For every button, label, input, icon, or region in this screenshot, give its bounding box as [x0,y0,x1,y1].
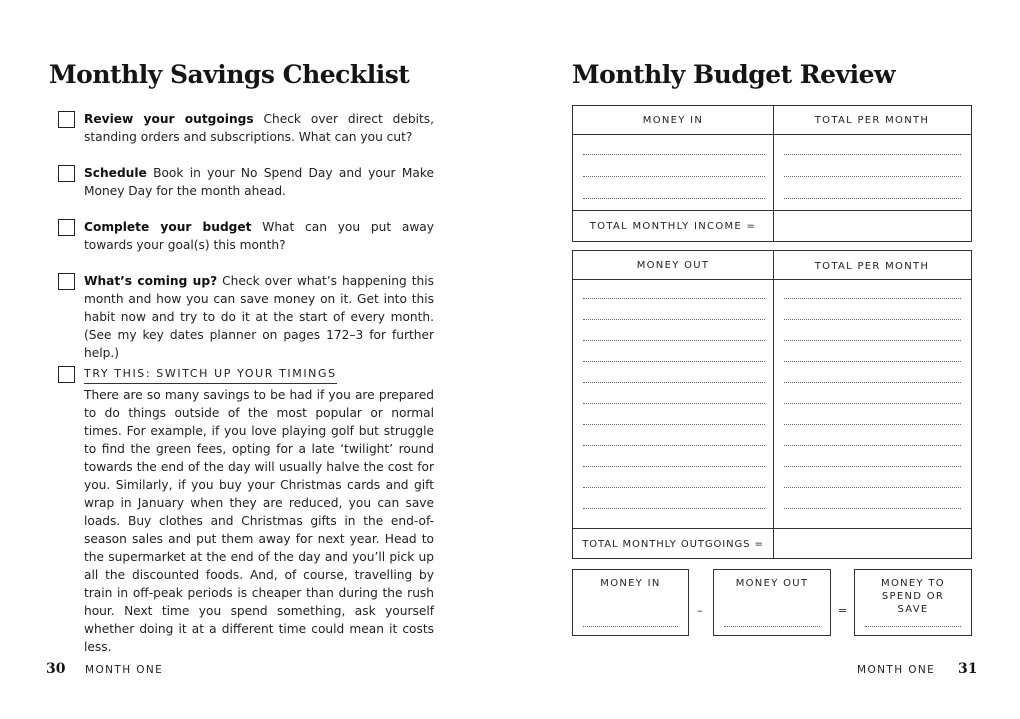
checkbox[interactable] [58,366,75,383]
entry-line[interactable] [583,361,765,362]
entry-line[interactable] [784,319,961,320]
entry-line[interactable] [583,198,765,199]
entry-line[interactable] [784,154,961,155]
summary-money-out-box [713,569,831,636]
checkbox[interactable] [58,219,75,236]
item-heading: What’s coming up? [84,274,218,288]
checklist-item [58,164,434,200]
checkbox[interactable] [58,273,75,290]
page-number: 30 [46,661,66,677]
checklist-item [58,110,434,146]
summary-spend-save-label: MONEY TO SPEND OR SAVE [881,578,945,615]
entry-line[interactable] [583,445,765,446]
running-head: MONTH ONE [857,664,936,676]
checklist-item [58,272,434,362]
checklist-title: Monthly Savings Checklist [49,60,410,89]
try-this-body: There are so many savings to be had if you are prepared to do things outside of the most popular or normal times. For example, if you love playing golf but struggle to find the green fees, opting for a late ‘twilight’ round towards the end of the day will usually halve the cost for you. Similarly, if you buy your Christmas cards and gift wrap in January when they are reduced, you can save loads. Buy clothes and Christmas gifts in the end-of-season sales and put them away for next year. Head to the supermarket at the end of the day and you’ll pick up all the discounted foods. And, of course, travelling by train in off-peak periods is cheaper than during the rush hour. Next time you spend something, ask yourself whether doing it at a different time could mean it costs less. [84,388,434,654]
checkbox[interactable] [58,111,75,128]
equals-sign: = [838,604,848,617]
item-text: Check over direct debits, standing orders and subscriptions. What can you cut? [84,112,434,144]
money-in-header: MONEY IN [642,115,704,126]
minus-sign: – [697,604,703,617]
income-table [572,105,972,242]
item-heading: Schedule [84,166,147,180]
item-heading: Review your outgoings [84,112,254,126]
total-per-month-header: TOTAL PER MONTH [814,115,930,126]
entry-line[interactable] [784,424,961,425]
summary-money-out-label: MONEY OUT [735,578,809,589]
entry-line[interactable] [784,403,961,404]
entry-line[interactable] [784,176,961,177]
entry-line[interactable] [784,361,961,362]
entry-line[interactable] [784,382,961,383]
total-per-month-header: TOTAL PER MONTH [814,261,930,272]
summary-money-in-box [572,569,689,636]
entry-line[interactable] [583,319,765,320]
summary-money-in-label: MONEY IN [600,578,661,589]
money-out-header: MONEY OUT [636,260,710,271]
page-number: 31 [958,661,978,677]
checkbox[interactable] [58,165,75,182]
entry-line[interactable] [724,626,820,627]
entry-line[interactable] [583,466,765,467]
entry-line[interactable] [583,424,765,425]
entry-line[interactable] [583,403,765,404]
entry-line[interactable] [583,176,765,177]
try-this-item [58,362,434,656]
outgoings-table [572,250,972,559]
entry-line[interactable] [583,626,678,627]
entry-line[interactable] [784,298,961,299]
budget-review-title: Monthly Budget Review [572,60,896,89]
entry-line[interactable] [784,445,961,446]
entry-line[interactable] [583,508,765,509]
entry-line[interactable] [583,154,765,155]
entry-line[interactable] [784,466,961,467]
entry-line[interactable] [865,626,961,627]
entry-line[interactable] [784,508,961,509]
entry-line[interactable] [583,298,765,299]
entry-line[interactable] [583,487,765,488]
entry-line[interactable] [784,198,961,199]
item-text: Book in your No Spend Day and your Make Money Day for the month ahead. [84,166,434,198]
running-head: MONTH ONE [85,664,164,676]
item-text: What can you put away towards your goal(s) this month? [84,220,434,252]
total-outgoings-label: TOTAL MONTHLY OUTGOINGS = [582,539,764,550]
item-text: Check over what’s happening this month and how you can save money on it. Get into this habit now and try to do it at the start of every month. (See my key dates planner on pages 172–3 for further help.) [84,274,434,360]
checklist-item [58,218,434,254]
summary-spend-save-box [854,569,972,636]
entry-line[interactable] [784,340,961,341]
total-income-label: TOTAL MONTHLY INCOME = [589,221,757,232]
item-heading: Complete your budget [84,220,252,234]
entry-line[interactable] [784,487,961,488]
try-this-heading: TRY THIS: SWITCH UP YOUR TIMINGS [84,367,337,384]
entry-line[interactable] [583,340,765,341]
entry-line[interactable] [583,382,765,383]
